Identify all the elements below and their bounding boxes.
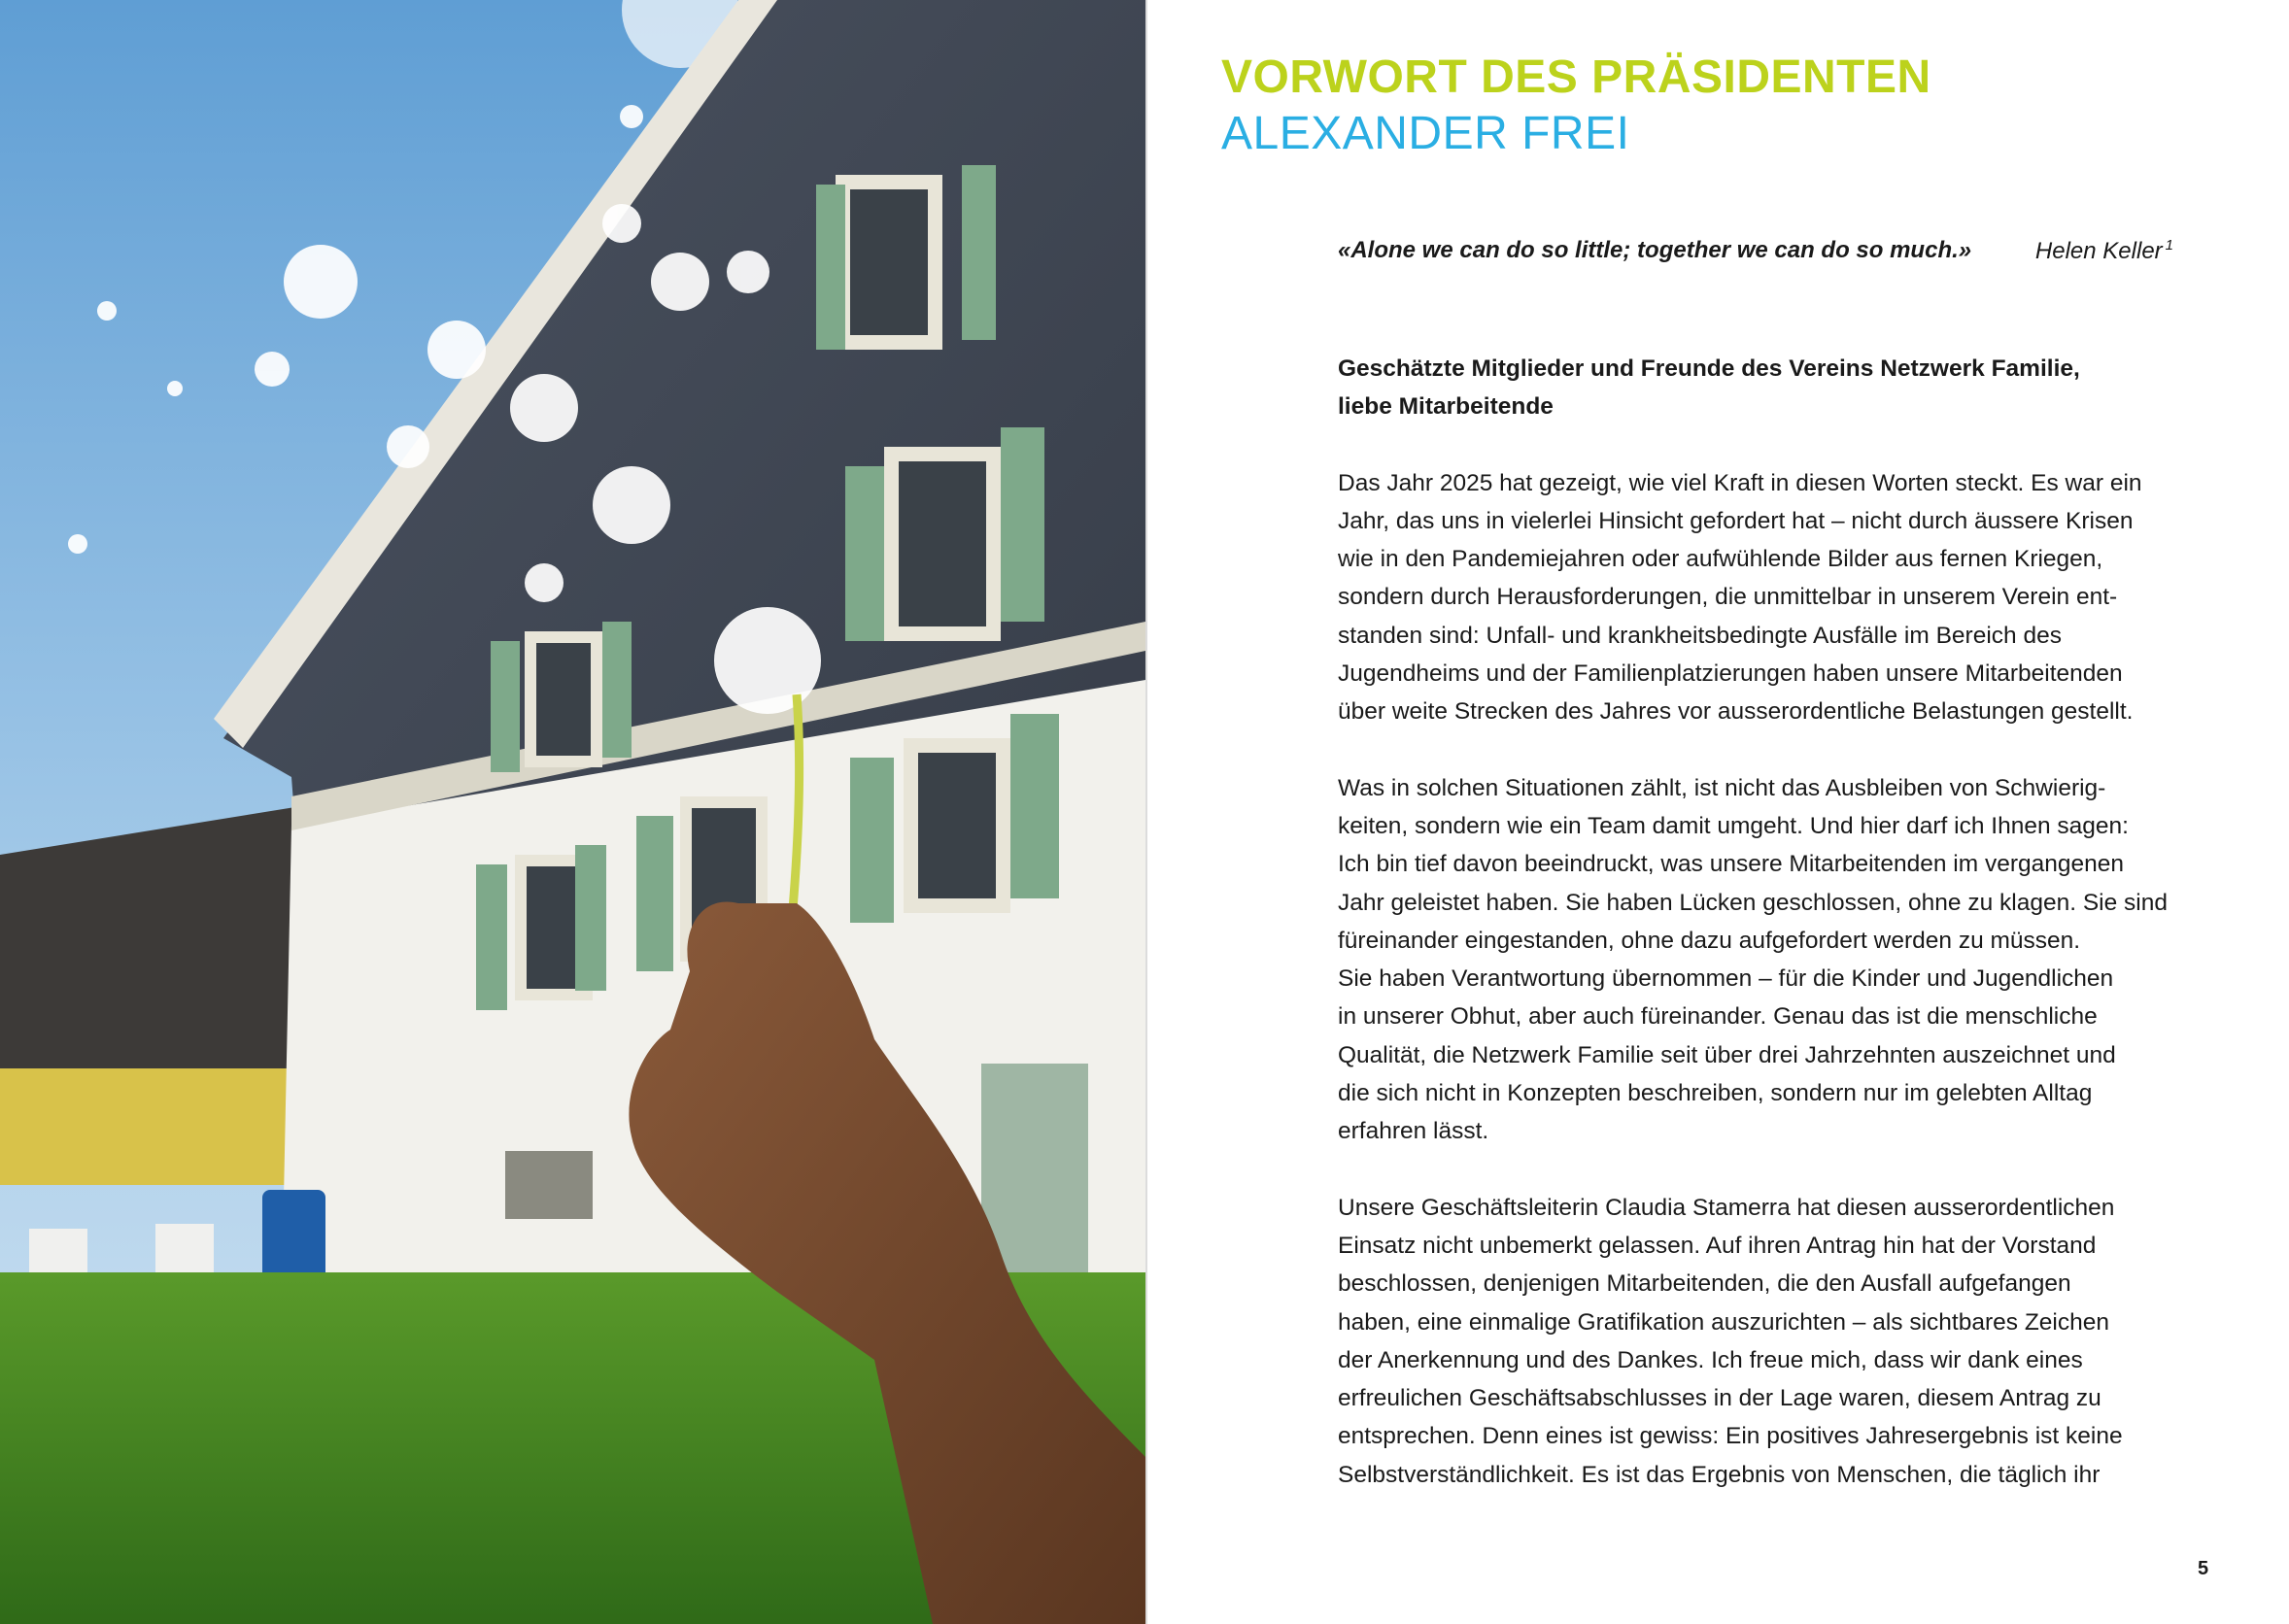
page-divider [1145,0,1147,1624]
quote-text: «Alone we can do so little; together we can do so much.» [1338,237,1972,263]
text-line: keiten, sondern wie ein Team damit umgeht. Und hier darf ich Ihnen sagen: [1338,812,2129,839]
text-line: Jugendheims und der Familienplatzierungen haben unsere Mitarbeitenden [1338,660,2123,688]
text-line: die sich nicht in Konzepten beschreiben, sondern nur im gelebten Alltag [1338,1080,2093,1107]
text-line: haben, eine einmalige Gratifikation auszurichten – als sichtbares Zeichen [1338,1308,2109,1336]
epigraph [1338,237,2173,272]
text-line: Unsere Geschäftsleiterin Claudia Stamerra hat diesen ausserordentlichen [1338,1194,2115,1221]
text-line: Ich bin tief davon beeindruckt, was unsere Mitarbeitenden im vergangenen [1338,851,2124,878]
text-line: Qualität, die Netzwerk Familie seit über drei Jahrzehnten auszeichnet und [1338,1041,2116,1068]
text-line: der Anerkennung und des Dankes. Ich freue mich, dass wir dank eines [1338,1346,2083,1373]
text-line: füreinander eingestanden, ohne dazu aufgefordert werden zu müssen. [1338,927,2081,954]
paragraph-1 [1338,464,2203,731]
quote-author [2035,237,2173,265]
paragraph-2 [1338,769,2203,1151]
quote-author-name: Helen Keller [2034,238,2163,264]
text-line: Was in solchen Situationen zählt, ist nicht das Ausbleiben von Schwierig- [1338,774,2106,801]
footnote-marker: 1 [2165,237,2173,254]
author-name: ALEXANDER FREI [1221,108,1630,159]
salutation [1338,350,2203,426]
page-title: VORWORT DES PRÄSIDENTEN [1221,51,1931,103]
page-number: 5 [2198,1558,2209,1579]
text-line: erfreulichen Geschäftsabschlusses in der Lage waren, diesem Antrag zu [1338,1385,2101,1412]
text-line: Jahr, das uns in vielerlei Hinsicht gefordert hat – nicht durch äussere Krisen [1338,507,2134,534]
salutation-line: Geschätzte Mitglieder und Freunde des Vereins Netzwerk Familie, [1338,355,2080,382]
text-line: Das Jahr 2025 hat gezeigt, wie viel Kraft in diesen Worten steckt. Es war ein [1338,469,2142,496]
text-line: in unserer Obhut, aber auch füreinander. Genau das ist die menschliche [1338,1003,2098,1031]
text-line: standen sind: Unfall- und krankheitsbedingte Ausfälle im Bereich des [1338,622,2062,649]
text-line: erfahren lässt. [1338,1118,1489,1145]
text-line: beschlossen, denjenigen Mitarbeitenden, die den Ausfall aufgefangen [1338,1270,2071,1298]
text-line: Sie haben Verantwortung übernommen – für die Kinder und Jugendlichen [1338,965,2114,993]
text-line: sondern durch Herausforderungen, die unmittelbar in unserem Verein ent- [1338,584,2118,611]
text-line: Einsatz nicht unbemerkt gelassen. Auf ihren Antrag hin hat der Vorstand [1338,1232,2097,1259]
salutation-line: liebe Mitarbeitende [1338,393,1554,421]
text-line: entsprechen. Denn eines ist gewiss: Ein positives Jahresergebnis ist keine [1338,1423,2123,1450]
foreword-body [1338,350,2203,1532]
text-line: Selbstverständlichkeit. Es ist das Ergebnis von Menschen, die täglich ihr [1338,1461,2101,1488]
paragraph-3 [1338,1189,2203,1494]
text-line: über weite Strecken des Jahres vor ausserordentliche Belastungen gestellt. [1338,698,2134,726]
text-line: Jahr geleistet haben. Sie haben Lücken geschlossen, ohne zu klagen. Sie sind [1338,889,2169,916]
text-line: wie in den Pandemiejahren oder aufwühlende Bilder aus fernen Kriegen, [1338,546,2103,573]
